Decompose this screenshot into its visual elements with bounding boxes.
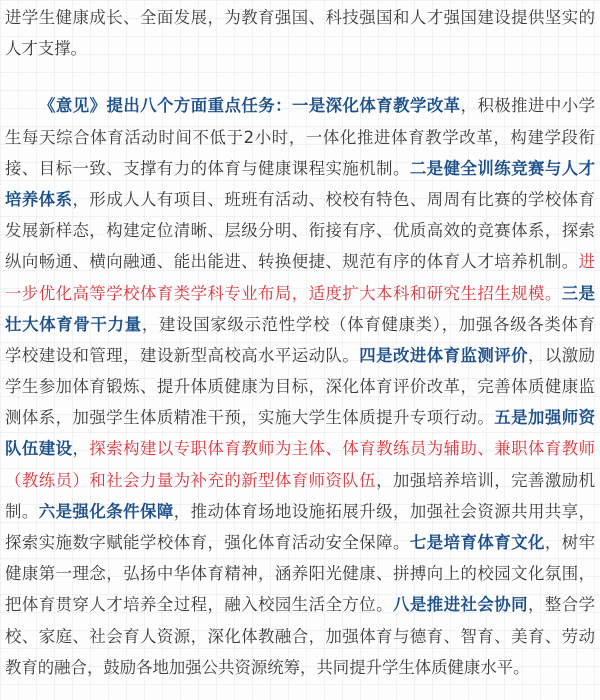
text-line	[5, 465, 595, 496]
body-text: 把体育贯穿人才培养全过程，融入校园生活全方位。	[5, 595, 394, 615]
text-line	[5, 309, 595, 340]
emphasis-red-text: 进	[578, 252, 595, 272]
emphasis-red-text: （教练员）和社会力量为补充的新型体育师资队伍	[5, 470, 377, 490]
body-text: ，树牢	[544, 533, 595, 552]
body-text: ，以激励	[528, 345, 595, 365]
emphasis-blue-text: 六是强化条件保障	[38, 501, 174, 521]
body-text: 健康第一理念，弘扬中华体育精神，涵养阳光健康、拼搏向上的校园文化氛围，	[5, 564, 595, 584]
body-text: 测体系，加强学生体质精准干预，实施大学生体质提升专项行动。	[5, 408, 495, 428]
body-text: 学校建设和管理，建设新型高校高水平运动队。	[5, 345, 360, 365]
text-line	[5, 2, 595, 33]
body-text: 探索实施数字赋能学校体育，强化体育活动安全保障。	[5, 533, 410, 552]
emphasis-blue-text: 《意见》提出八个方面重点任务：一是深化体育教学改革	[39, 96, 461, 116]
body-text: 进学生健康成长、全面发展，为教育强国、科技强国和人才强国建设提供坚实的	[5, 8, 595, 27]
paragraph	[5, 90, 595, 683]
text-line	[5, 496, 595, 527]
body-text: ，积极推进中小学	[460, 96, 595, 116]
emphasis-blue-text: 壮大体育骨干力量	[5, 314, 142, 334]
text-line	[5, 558, 595, 589]
emphasis-blue-text: 五是加强师资	[494, 408, 595, 428]
emphasis-blue-text: 二是健全训练竞赛与人才	[409, 158, 595, 178]
emphasis-blue-text: 八是推进社会协同	[393, 595, 528, 615]
text-line	[5, 215, 595, 246]
emphasis-red-text: 探索构建以专职体育教师为主体、体育教练员为辅助、兼职体育教师	[89, 439, 595, 459]
body-text: 人才支撑。	[5, 39, 87, 59]
body-text: ，	[72, 439, 90, 459]
text-line	[5, 184, 595, 215]
body-text: ，建设国家级示范性学校（体育健康类），加强各级各类体育	[141, 314, 595, 334]
paragraph	[5, 2, 595, 64]
text-line	[5, 340, 595, 371]
emphasis-blue-text: 四是改进体育监测评价	[359, 345, 529, 365]
text-line	[5, 246, 595, 277]
body-text: 发展新样态，构建定位清晰、层级分明、衔接有序、优质高效的竞赛体系，探索	[5, 221, 595, 241]
text-line	[5, 122, 595, 153]
emphasis-blue-text: 七是培育体育文化	[409, 533, 545, 552]
body-text: 生每天综合体育活动时间不低于2小时，一体化推进体育教学改革，构建学段衔	[5, 127, 595, 147]
body-text: 纵向畅通、横向融通、能出能进、转换便捷、规范有序的体育人才培养机制。	[5, 252, 579, 272]
body-text: 校、家庭、社会育人资源，深化体教融合，加强体育与德育、智育、美育、劳动	[5, 626, 595, 646]
text-line	[5, 589, 595, 620]
body-text: 教育的融合，鼓励各地加强公共资源统筹，共同提升学生体质健康水平。	[5, 657, 530, 677]
emphasis-red-text: 一步优化高等学校体育类学科专业布局，适度扩大本科和研究生招生规模。	[5, 283, 562, 303]
text-line	[5, 278, 595, 309]
article-body	[5, 2, 595, 683]
text-line	[5, 33, 595, 64]
body-text: ，推动体育场地设施拓展升级，加强社会资源共用共享，	[173, 501, 595, 521]
body-text: 制。	[5, 501, 39, 521]
text-line	[5, 402, 595, 433]
text-line	[5, 652, 595, 683]
text-line	[5, 371, 595, 402]
body-text: 学生参加体育锻炼、提升体质健康为目标，深化体育评价改革，完善体质健康监	[5, 377, 595, 397]
body-text: ，整合学	[528, 595, 595, 615]
text-line	[5, 621, 595, 652]
body-text: ，加强培养培训，完善激励机	[376, 470, 595, 490]
text-line	[5, 433, 595, 464]
body-text: ，形成人人有项目、班班有活动、校校有特色、周周有比赛的学校体育	[72, 189, 595, 209]
emphasis-blue-text: 队伍建设	[5, 439, 73, 459]
text-line	[5, 153, 595, 184]
text-line	[5, 90, 595, 121]
emphasis-blue-text: 三是	[561, 283, 595, 303]
body-text: 接、目标一致、支撑有力的体育与健康课程实施机制。	[5, 158, 410, 178]
text-line	[5, 527, 595, 558]
emphasis-blue-text: 培养体系	[5, 189, 73, 209]
